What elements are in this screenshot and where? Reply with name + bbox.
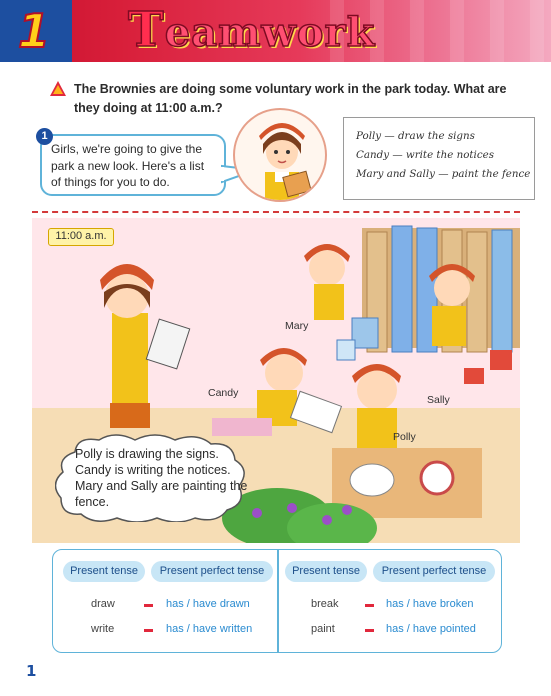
- name-label-sally: Sally: [427, 394, 450, 406]
- task-list-note: [343, 117, 535, 200]
- verb-present-perfect: has / have written: [166, 623, 253, 635]
- header-present-perfect-tense: Present perfect tense: [373, 561, 495, 582]
- unit-title: [128, 2, 376, 58]
- verb-present-perfect: has / have drawn: [166, 598, 250, 610]
- tense-table-divider: [277, 549, 279, 653]
- verb-present: paint: [311, 623, 335, 635]
- verb-present-perfect: has / have pointed: [386, 623, 476, 635]
- unit-number: 1: [17, 4, 50, 58]
- verb-present: draw: [91, 598, 115, 610]
- header-stripe: [530, 0, 544, 62]
- name-label-polly: Polly: [393, 431, 416, 443]
- header-stripe: [450, 0, 464, 62]
- name-label-candy: Candy: [208, 387, 239, 399]
- arrow-dash: [365, 604, 374, 607]
- header-present-perfect-tense: Present perfect tense: [151, 561, 273, 582]
- header-present-tense: Present tense: [63, 561, 145, 582]
- header-stripe: [410, 0, 424, 62]
- leader-portrait: [233, 108, 327, 202]
- page-number: 1: [26, 662, 37, 680]
- header-stripe: [490, 0, 504, 62]
- task-list-item: Candy — write the notices: [356, 149, 494, 161]
- speech-number-badge: 1: [36, 128, 53, 145]
- arrow-dash: [144, 604, 153, 607]
- task-list-item: Polly — draw the signs: [356, 130, 475, 142]
- section-divider: [32, 211, 520, 213]
- task-list-item: Mary and Sally — paint the fence: [356, 168, 531, 180]
- name-label-mary: Mary: [285, 320, 309, 332]
- leader-girl-illustration: [235, 110, 327, 202]
- verb-present: write: [91, 623, 115, 635]
- verb-present: break: [311, 598, 339, 610]
- arrow-dash: [365, 629, 374, 632]
- speech-bubble-polly-intro: Girls, we're going to give the park a new look. Here's a list of things for you to do.: [40, 134, 226, 196]
- header-present-tense: Present tense: [285, 561, 367, 582]
- activity-triangle-icon: [49, 80, 67, 98]
- time-tag: 11:00 a.m.: [48, 228, 114, 246]
- intro-question: The Brownies are doing some voluntary work in the park today. What are they doing at 11:00 a.m.?: [74, 82, 507, 115]
- unit-title-initial: T: [128, 2, 165, 58]
- scene-summary-text: Polly is drawing the signs. Candy is writing the notices. Mary and Sally are painting the fence.: [75, 447, 248, 509]
- unit-title-rest: eamwork: [164, 9, 376, 56]
- arrow-dash: [144, 629, 153, 632]
- verb-present-perfect: has / have broken: [386, 598, 474, 610]
